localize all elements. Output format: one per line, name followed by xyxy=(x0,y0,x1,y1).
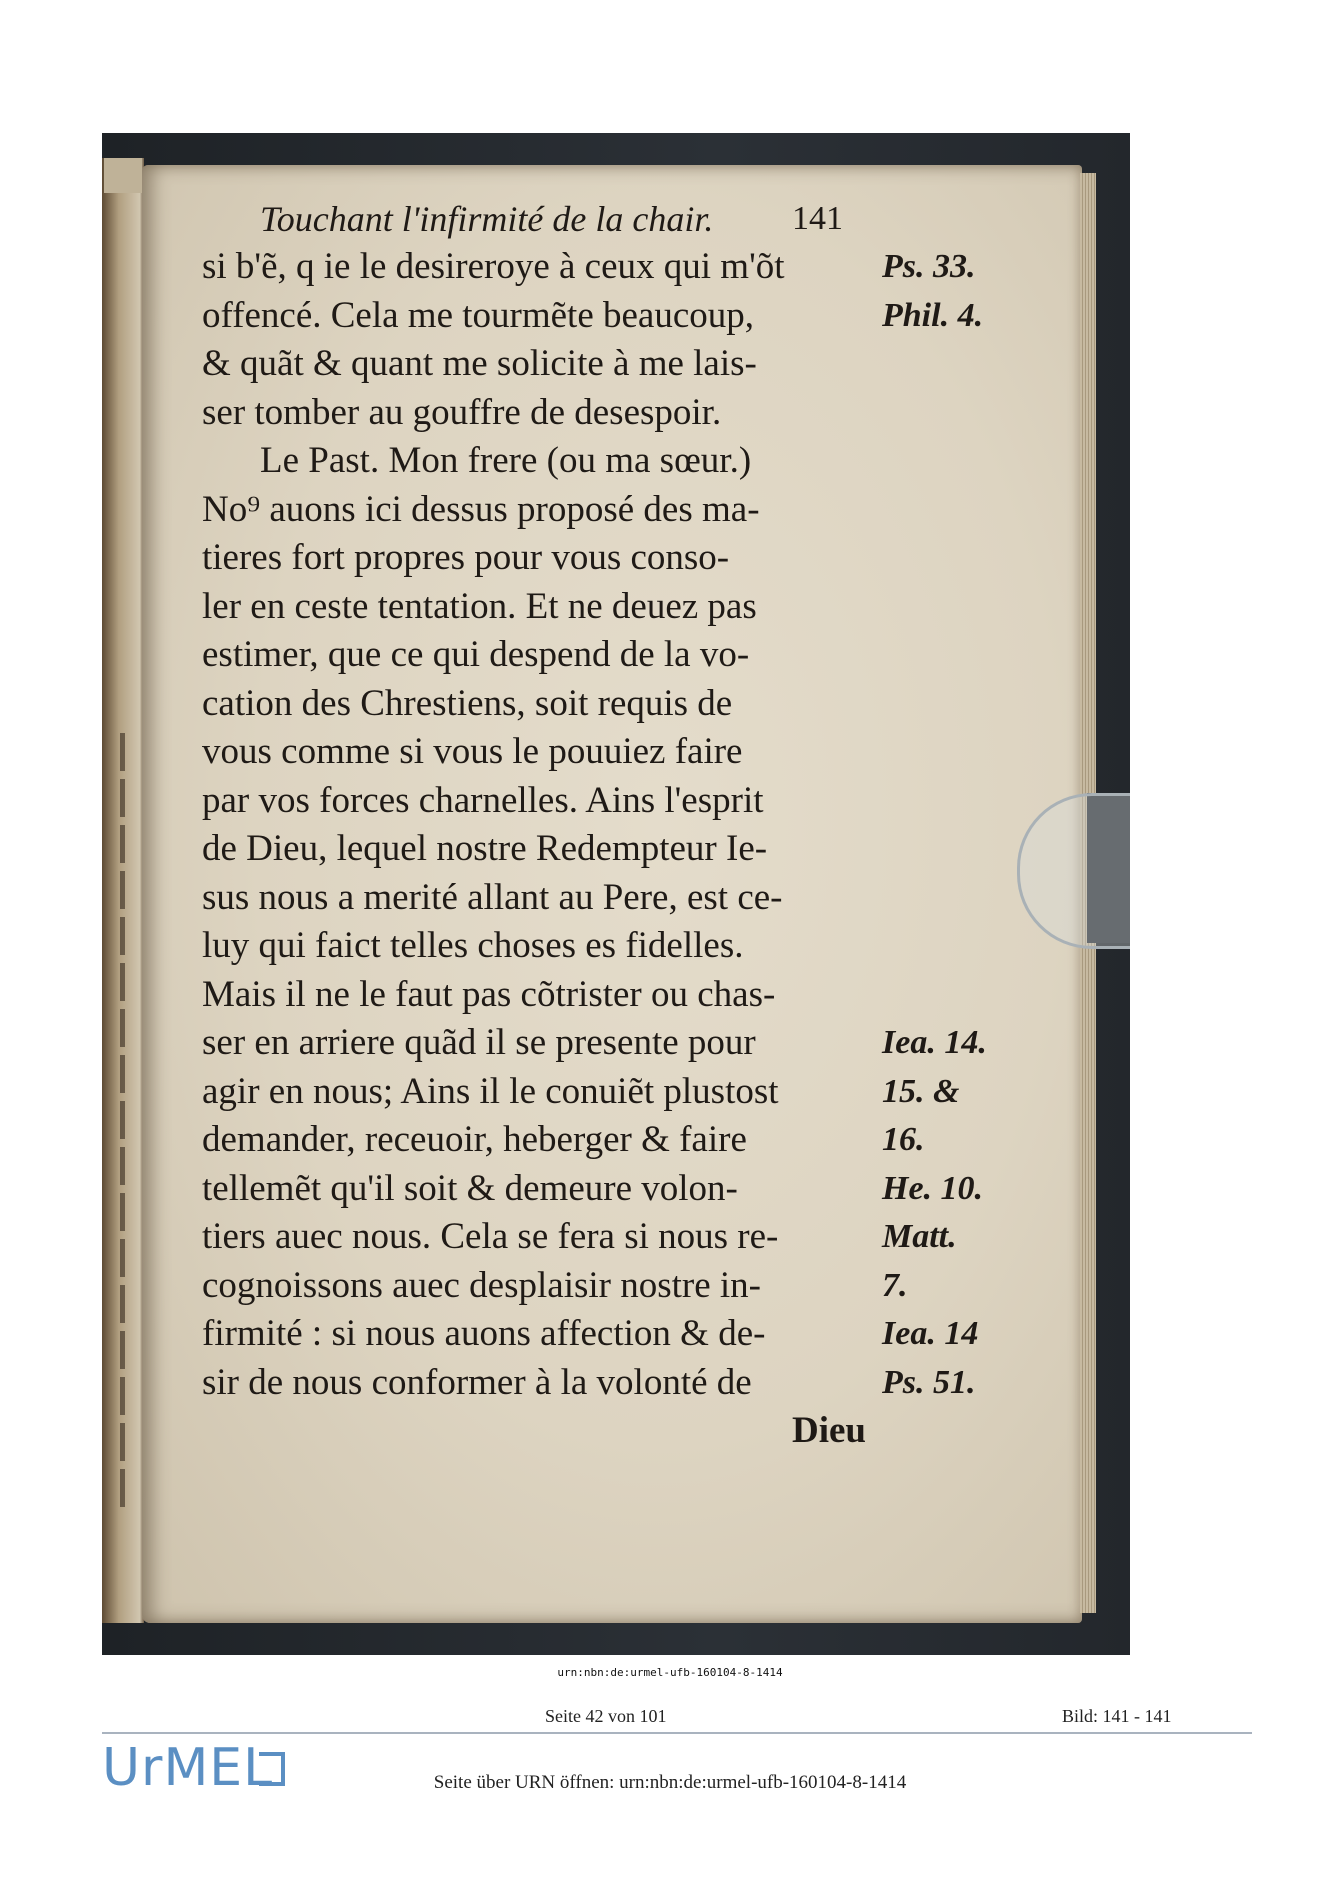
text-line xyxy=(202,1310,1062,1359)
text-line xyxy=(202,583,1062,632)
text-line xyxy=(202,534,1062,583)
running-head xyxy=(202,191,1062,243)
urmel-logo: UrMEL xyxy=(102,1738,274,1798)
text-line xyxy=(202,1116,1062,1165)
text-line xyxy=(202,1262,1062,1311)
previous-page-top xyxy=(104,158,142,193)
text-lines xyxy=(202,243,1062,1407)
text-line-content: si b'ẽ, q ie le desireroye à ceux qui m'õt xyxy=(202,246,785,287)
text-line xyxy=(202,680,1062,729)
text-line xyxy=(202,777,1062,826)
text-line-content: ser en arriere quãd il se presente pour xyxy=(202,1022,756,1063)
text-line-content: & quãt & quant me solicite à me lais- xyxy=(202,343,757,384)
text-line xyxy=(202,1019,1062,1068)
text-line-content: de Dieu, lequel nostre Redempteur Ie- xyxy=(202,828,768,869)
text-line xyxy=(202,486,1062,535)
scanned-page-image xyxy=(102,133,1130,1655)
text-line-content: tiers auec nous. Cela se fera si nous re- xyxy=(202,1216,779,1257)
text-line xyxy=(202,1359,1062,1408)
page-text xyxy=(202,191,1062,1456)
text-line-content: tieres fort propres pour vous conso- xyxy=(202,537,730,578)
running-head-title: Touchant l'infirmité de la chair. xyxy=(260,199,714,239)
urn-identifier: urn:nbn:de:urmel-ufb-160104-8-1414 xyxy=(557,1666,783,1679)
image-counter: Bild: 141 - 141 xyxy=(1062,1706,1172,1726)
marginal-reference: He. 10. xyxy=(882,1169,984,1207)
text-line-content: firmité : si nous auons affection & de- xyxy=(202,1313,766,1354)
text-line-content: Mais il ne le faut pas cõtrister ou chas- xyxy=(202,973,776,1015)
text-line xyxy=(202,340,1062,389)
text-line xyxy=(202,874,1062,923)
text-line xyxy=(202,1068,1062,1117)
marginal-reference: Iea. 14. xyxy=(882,1024,987,1061)
text-line-content: estimer, que ce qui despend de la vo- xyxy=(202,634,750,675)
urn-open-link[interactable]: Seite über URN öffnen: urn:nbn:de:urmel-ufb-160104-8-1414 xyxy=(433,1772,907,1793)
text-line xyxy=(202,1165,1062,1214)
text-line xyxy=(202,728,1062,777)
text-line xyxy=(202,971,1062,1020)
text-line-content: sus nous a merité allant au Pere, est ce- xyxy=(202,876,783,918)
text-line-content: cation des Chrestiens, soit requis de xyxy=(202,682,733,724)
text-line-content: luy qui faict telles choses es fidelles. xyxy=(202,925,744,966)
urmel-logo-bracket-top xyxy=(259,1752,285,1756)
marginal-reference: 16. xyxy=(882,1121,925,1158)
text-line xyxy=(202,825,1062,874)
text-line xyxy=(202,243,1062,292)
footer-divider xyxy=(102,1732,1252,1734)
text-line-content: Le Past. Mon frere (ou ma sœur.) xyxy=(260,440,752,481)
catchword: Dieu xyxy=(792,1410,866,1451)
text-line xyxy=(202,1213,1062,1262)
text-line-content: par vos forces charnelles. Ains l'esprit xyxy=(202,779,764,821)
marginal-reference: Matt. xyxy=(882,1218,957,1255)
text-line xyxy=(202,292,1062,341)
text-line-content: demander, receuoir, heberger & faire xyxy=(202,1119,747,1160)
marginal-reference: 7. xyxy=(882,1266,908,1304)
marginal-reference: 15. & xyxy=(882,1072,960,1110)
page-counter: Seite 42 von 101 xyxy=(545,1706,667,1726)
marginal-reference: Iea. 14 xyxy=(882,1315,979,1352)
text-line xyxy=(202,922,1062,971)
catchword-line xyxy=(202,1407,1062,1456)
marginal-reference: Ps. 33. xyxy=(882,248,976,285)
text-line-content: No⁹ auons ici dessus proposé des ma- xyxy=(202,488,760,530)
text-line-content: offencé. Cela me tourmẽte beaucoup, xyxy=(202,294,755,336)
text-line-content: tellemẽt qu'il soit & demeure volon- xyxy=(202,1167,738,1209)
page-folio: 141 xyxy=(792,200,843,237)
text-line xyxy=(202,389,1062,438)
text-line-content: sir de nous conformer à la volonté de xyxy=(202,1361,752,1403)
text-line-content: ler en ceste tentation. Et ne deuez pas xyxy=(202,585,757,627)
text-line xyxy=(202,631,1062,680)
text-line-content: ser tomber au gouffre de desespoir. xyxy=(202,391,722,433)
text-line-content: cognoissons auec desplaisir nostre in- xyxy=(202,1264,761,1306)
marginal-reference: Ps. 51. xyxy=(882,1363,976,1401)
text-line xyxy=(202,437,1062,486)
previous-page-bleed-through xyxy=(120,733,142,1593)
text-line-content: agir en nous; Ains il le conuiẽt plustost xyxy=(202,1070,779,1112)
text-line-content: vous comme si vous le pouuiez faire xyxy=(202,731,743,772)
marginal-reference: Phil. 4. xyxy=(882,296,984,334)
